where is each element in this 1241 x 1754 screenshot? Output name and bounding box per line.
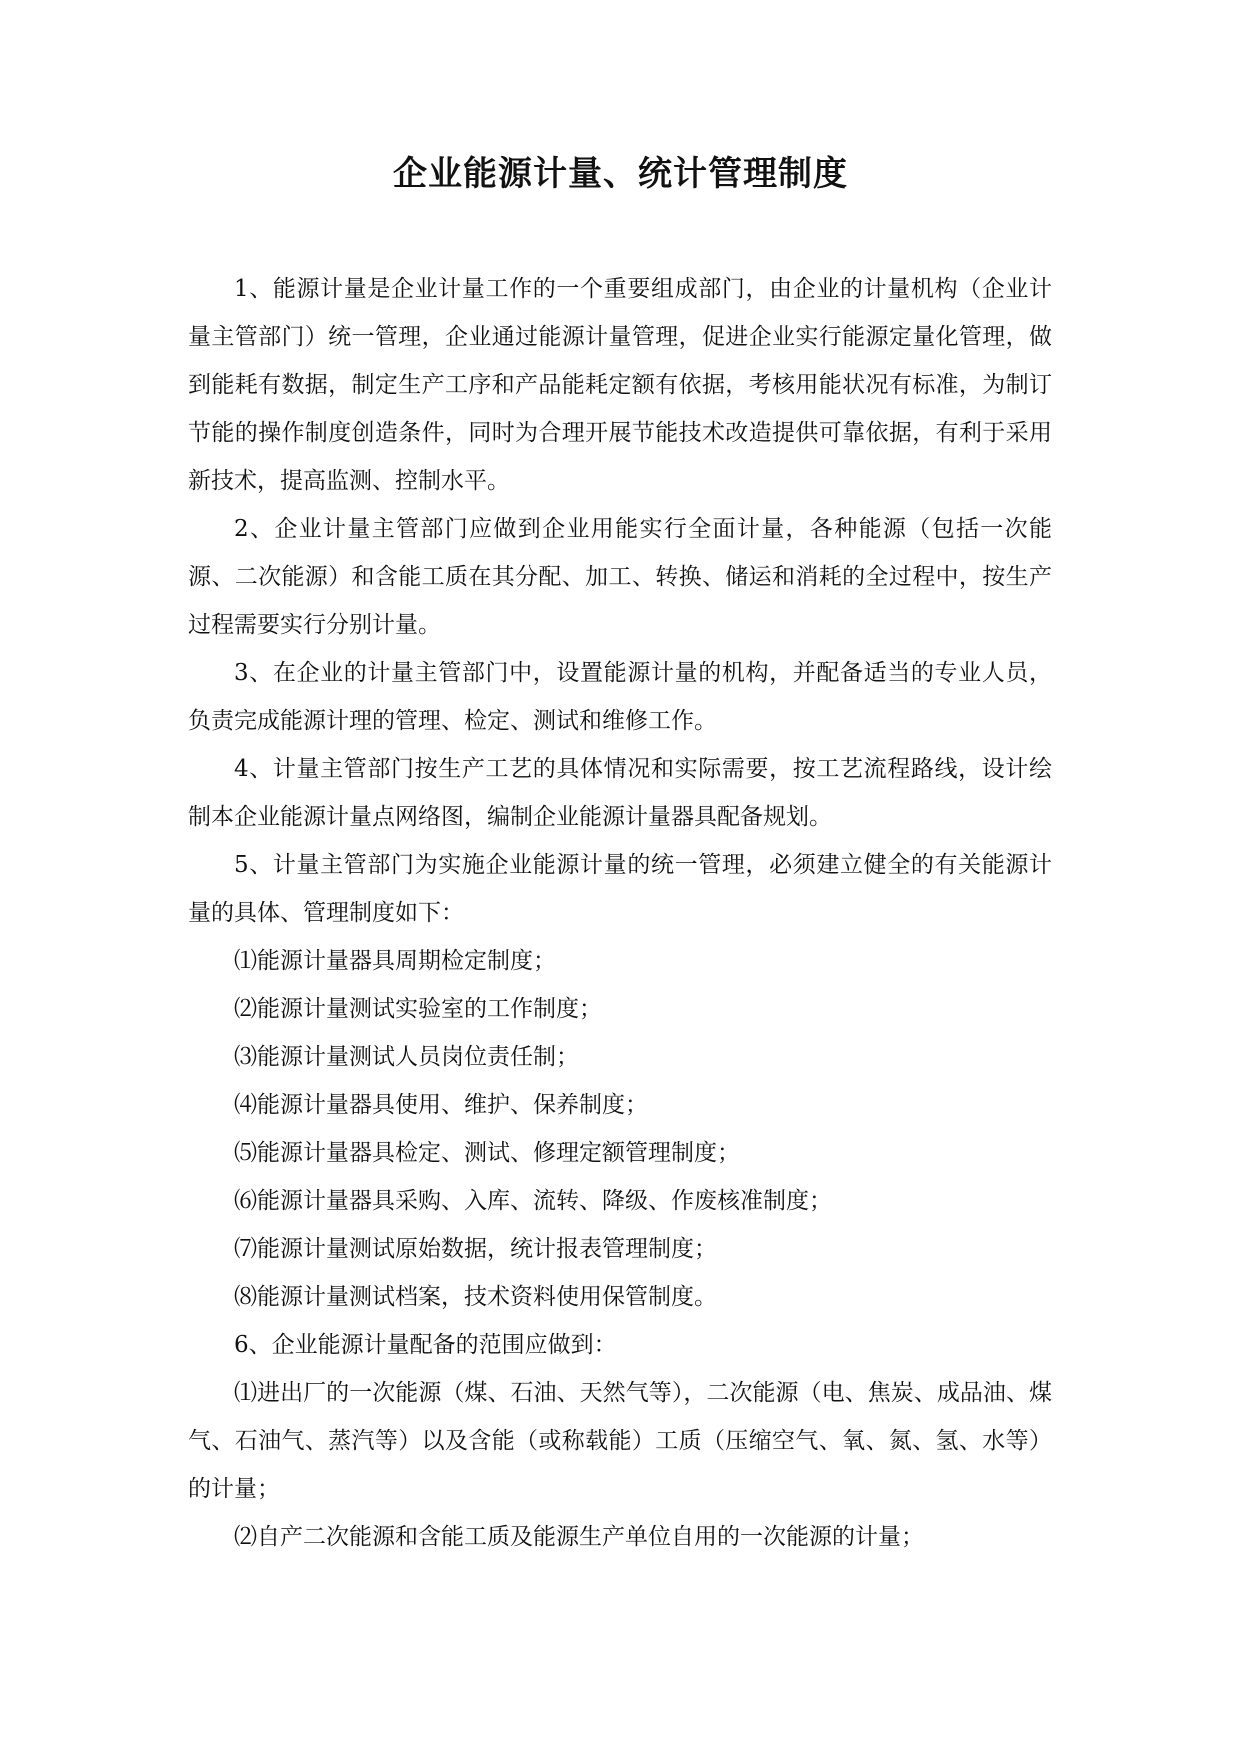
section-6-heading: 6、企业能源计量配备的范围应做到： [234,1332,617,1358]
regulation-item-4: ⑷能源计量器具使用、维护、保养制度； [234,1092,648,1118]
paragraph-3: 3、在企业的计量主管部门中，设置能源计量的机构，并配备适当的专业人员，负责完成能源计理的管理、检定、测试和维修工作。 [188,660,1052,734]
regulation-item-3: ⑶能源计量测试人员岗位责任制； [234,1044,579,1070]
regulation-item-1: ⑴能源计量器具周期检定制度； [234,948,556,974]
document-title: 企业能源计量、统计管理制度 [393,154,848,194]
document-body [188,265,1052,1561]
paragraph-5: 5、计量主管部门为实施企业能源计量的统一管理，必须建立健全的有关能源计量的具体、管理制度如下： [188,852,1052,926]
section-6-item-2: ⑵自产二次能源和含能工质及能源生产单位自用的一次能源的计量； [234,1524,924,1550]
regulation-item-7: ⑺能源计量测试原始数据，统计报表管理制度； [234,1236,717,1262]
regulation-item-5: ⑸能源计量器具检定、测试、修理定额管理制度； [234,1140,740,1166]
section-6-item-1: ⑴进出厂的一次能源（煤、石油、天然气等），二次能源（电、焦炭、成品油、煤气、石油气、蒸汽等）以及含能（或称载能）工质（压缩空气、氧、氮、氢、水等）的计量； [188,1380,1052,1502]
regulation-item-8: ⑻能源计量测试档案，技术资料使用保管制度。 [234,1284,717,1310]
paragraph-2: 2、企业计量主管部门应做到企业用能实行全面计量，各种能源（包括一次能源、二次能源）和含能工质在其分配、加工、转换、储运和消耗的全过程中，按生产过程需要实行分别计量。 [188,516,1052,638]
regulation-item-6: ⑹能源计量器具采购、入库、流转、降级、作废核准制度； [234,1188,832,1214]
paragraph-1: 1、能源计量是企业计量工作的一个重要组成部门，由企业的计量机构（企业计量主管部门）统一管理，企业通过能源计量管理，促进企业实行能源定量化管理，做到能耗有数据，制定生产工序和产品能耗定额有依据，考核用能状况有标准，为制订节能的操作制度创造条件，同时为合理开展节能技术改造提供可靠依据，有利于采用新技术，提高监测、控制水平。 [188,276,1052,494]
paragraph-4: 4、计量主管部门按生产工艺的具体情况和实际需要，按工艺流程路线，设计绘制本企业能源计量点网络图，编制企业能源计量器具配备规划。 [188,756,1052,830]
regulation-item-2: ⑵能源计量测试实验室的工作制度； [234,996,602,1022]
